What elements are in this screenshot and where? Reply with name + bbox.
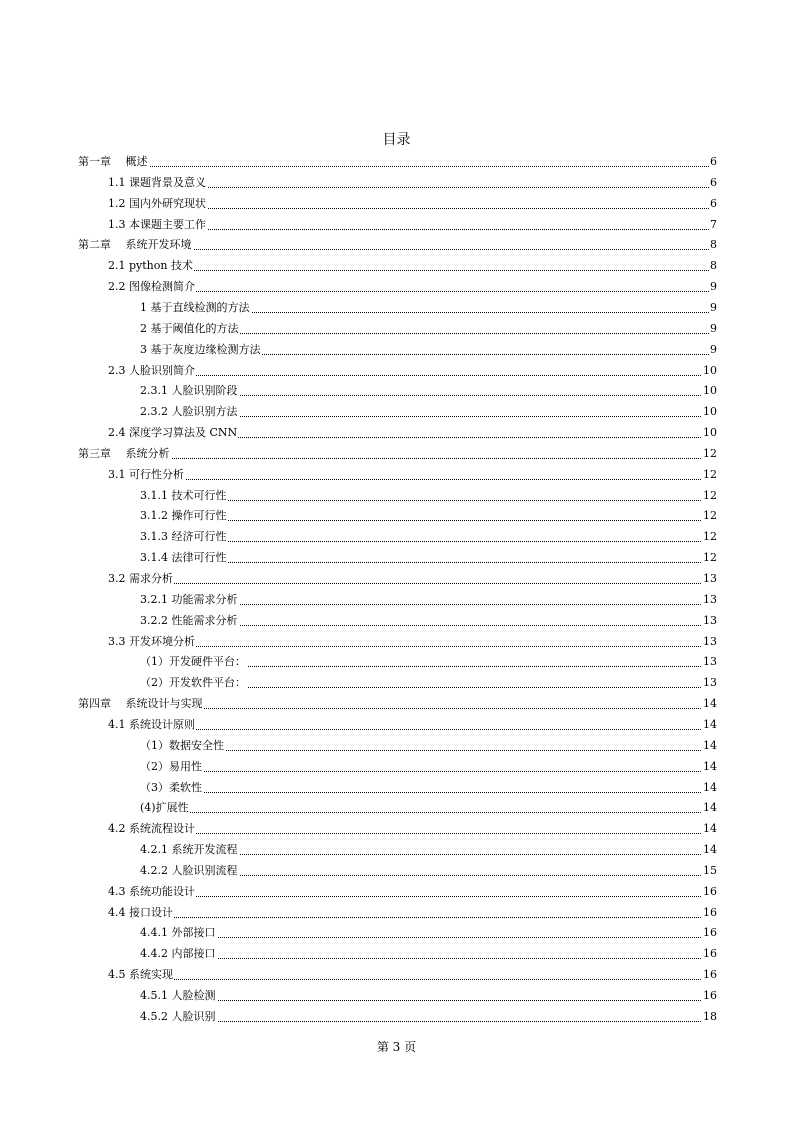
- toc-dot-leader: [140, 958, 709, 959]
- toc-entry-page: 14: [702, 798, 717, 818]
- toc-entry[interactable]: [0, 798, 793, 819]
- toc-entry-page: 12: [702, 548, 717, 568]
- toc-entry[interactable]: [0, 194, 793, 215]
- toc-entry-title: 3.1.1 技术可行性: [140, 486, 228, 506]
- toc-dot-leader: [140, 750, 709, 751]
- toc-entry[interactable]: [0, 1007, 793, 1028]
- toc-entry-title: 4.4.1 外部接口: [140, 923, 217, 943]
- toc-entry-title: 第四章 系统设计与实现: [78, 694, 204, 714]
- toc-entry-title: 4.5.1 人脸检测: [140, 986, 217, 1006]
- toc-entry-title: 3.2.2 性能需求分析: [140, 611, 239, 631]
- toc-entry-title: 3.2.1 功能需求分析: [140, 590, 239, 610]
- toc-dot-leader: [140, 771, 709, 772]
- toc-entry-page: 14: [702, 736, 717, 756]
- toc-entry-title: 3.2 需求分析: [108, 569, 174, 589]
- toc-entry-title: 4.2.1 系统开发流程: [140, 840, 239, 860]
- toc-entry[interactable]: [0, 778, 793, 799]
- toc-entry-title: （1）数据安全性: [140, 736, 225, 756]
- toc-entry-title: 3.1 可行性分析: [108, 465, 185, 485]
- toc-entry-page: 10: [702, 402, 717, 422]
- toc-entry[interactable]: [0, 903, 793, 924]
- toc-entry-page: 14: [702, 819, 717, 839]
- toc-entry-page: 13: [702, 673, 717, 693]
- toc-entry-page: 12: [702, 506, 717, 526]
- toc-title: 目录: [382, 132, 411, 148]
- toc-entry-title: 1.3 本课题主要工作: [108, 215, 207, 235]
- toc-entry[interactable]: [0, 632, 793, 653]
- toc-entry-title: 4.5 系统实现: [108, 965, 174, 985]
- toc-dot-leader: [108, 479, 709, 480]
- toc-entry-page: 16: [702, 923, 717, 943]
- toc-entry[interactable]: [0, 673, 793, 694]
- toc-entry[interactable]: [0, 340, 793, 361]
- toc-entry[interactable]: [0, 548, 793, 569]
- toc-entry-title: 3.1.4 法律可行性: [140, 548, 228, 568]
- toc-entry-title: 2.4 深度学习算法及 CNN: [108, 423, 238, 443]
- toc-entry-page: 7: [709, 215, 717, 235]
- toc-entry[interactable]: [0, 256, 793, 277]
- toc-entry[interactable]: [0, 215, 793, 236]
- toc-entry-page: 18: [702, 1007, 717, 1027]
- toc-entry-page: 15: [702, 861, 717, 881]
- toc-entry-page: 14: [702, 840, 717, 860]
- toc-entry[interactable]: [0, 506, 793, 527]
- toc-entry-page: 8: [709, 256, 717, 276]
- toc-entry-title: 1.2 国内外研究现状: [108, 194, 207, 214]
- toc-entry-title: 2.2 图像检测简介: [108, 277, 196, 297]
- toc-entry[interactable]: [0, 923, 793, 944]
- toc-entry[interactable]: [0, 944, 793, 965]
- toc-entry[interactable]: [0, 486, 793, 507]
- toc-dot-leader: [140, 792, 709, 793]
- toc-entry[interactable]: [0, 715, 793, 736]
- toc-entry-title: 4.3 系统功能设计: [108, 882, 196, 902]
- toc-entry-title: （3）柔软性: [140, 778, 203, 798]
- toc-dot-leader: [140, 1021, 709, 1022]
- toc-entry-title: 4.5.2 人脸识别: [140, 1007, 217, 1027]
- toc-entry-title: 4.4.2 内部接口: [140, 944, 217, 964]
- toc-entry[interactable]: [0, 819, 793, 840]
- toc-entry-page: 13: [702, 632, 717, 652]
- toc-entry[interactable]: [0, 465, 793, 486]
- toc-entry-title: 2.3.2 人脸识别方法: [140, 402, 239, 422]
- toc-entry-page: 13: [702, 590, 717, 610]
- toc-entry-page: 13: [702, 652, 717, 672]
- toc-entry-title: （2）易用性: [140, 757, 203, 777]
- toc-entry[interactable]: [0, 423, 793, 444]
- toc-entry-page: 16: [702, 965, 717, 985]
- toc-entry-page: 6: [709, 152, 717, 172]
- toc-entry[interactable]: [0, 694, 793, 715]
- toc-entry[interactable]: [0, 882, 793, 903]
- toc-entry-title: (4)扩展性: [140, 798, 190, 818]
- toc-entry-title: 4.2 系统流程设计: [108, 819, 196, 839]
- toc-entry[interactable]: [0, 444, 793, 465]
- toc-entry[interactable]: [0, 757, 793, 778]
- toc-entry[interactable]: [0, 569, 793, 590]
- toc-entry-page: 16: [702, 903, 717, 923]
- toc-entry-title: 3.3 开发环境分析: [108, 632, 196, 652]
- toc-dot-leader: [108, 270, 709, 271]
- toc-dot-leader: [108, 291, 709, 292]
- toc-entry-page: 13: [702, 569, 717, 589]
- toc-entry[interactable]: [0, 298, 793, 319]
- toc-entry-title: 第三章 系统分析: [78, 444, 171, 464]
- toc-entry-page: 13: [702, 611, 717, 631]
- toc-entry-page: 9: [709, 340, 717, 360]
- toc-entry-page: 8: [709, 235, 717, 255]
- toc-entry-title: 3 基于灰度边缘检测方法: [140, 340, 262, 360]
- toc-entry-page: 9: [709, 277, 717, 297]
- toc-entry-page: 9: [709, 319, 717, 339]
- toc-dot-leader: [108, 896, 709, 897]
- toc-entry[interactable]: [0, 235, 793, 256]
- toc-entry[interactable]: [0, 277, 793, 298]
- toc-entry-title: 第二章 系统开发环境: [78, 235, 193, 255]
- toc-entry[interactable]: [0, 965, 793, 986]
- toc-entry-page: 14: [702, 778, 717, 798]
- toc-entry-page: 16: [702, 986, 717, 1006]
- toc-entry-page: 6: [709, 173, 717, 193]
- toc-entry[interactable]: [0, 173, 793, 194]
- toc-entry-page: 12: [702, 444, 717, 464]
- toc-entry-title: 2.1 python 技术: [108, 256, 194, 276]
- toc-entry[interactable]: [0, 736, 793, 757]
- toc-dot-leader: [108, 375, 709, 376]
- toc-entry-title: 2.3 人脸识别简介: [108, 361, 196, 381]
- toc-entry-page: 14: [702, 757, 717, 777]
- toc-dot-leader: [108, 729, 709, 730]
- toc-dot-leader: [108, 583, 709, 584]
- toc-entry-page: 6: [709, 194, 717, 214]
- toc-entry[interactable]: [0, 840, 793, 861]
- toc-entry[interactable]: [0, 361, 793, 382]
- toc-entry[interactable]: [0, 861, 793, 882]
- toc-dot-leader: [108, 646, 709, 647]
- toc-entry[interactable]: [0, 986, 793, 1007]
- toc-entry[interactable]: [0, 590, 793, 611]
- toc-dot-leader: [108, 917, 709, 918]
- toc-dot-leader: [140, 812, 709, 813]
- toc-entry[interactable]: [0, 381, 793, 402]
- toc-dot-leader: [108, 979, 709, 980]
- toc-dot-leader: [78, 458, 709, 459]
- toc-entry[interactable]: [0, 527, 793, 548]
- toc-entry[interactable]: [0, 319, 793, 340]
- toc-dot-leader: [108, 833, 709, 834]
- toc-entry-title: 2.3.1 人脸识别阶段: [140, 381, 239, 401]
- toc-entry-page: 16: [702, 882, 717, 902]
- page-footer: 第 3 页: [376, 1040, 417, 1054]
- toc-entry-title: 2 基于阈值化的方法: [140, 319, 240, 339]
- toc-dot-leader: [78, 166, 709, 167]
- toc-entry[interactable]: [0, 652, 793, 673]
- toc-entry-page: 9: [709, 298, 717, 318]
- toc-entry-page: 10: [702, 361, 717, 381]
- toc-entry-title: 3.1.3 经济可行性: [140, 527, 228, 547]
- toc-entry-title: 1.1 课题背景及意义: [108, 173, 207, 193]
- toc-entry-page: 14: [702, 694, 717, 714]
- toc-dot-leader: [140, 1000, 709, 1001]
- toc-entry-page: 12: [702, 465, 717, 485]
- toc-entry-title: （2）开发软件平台：: [140, 673, 247, 693]
- toc-entry-title: 第一章 概述: [78, 152, 149, 172]
- toc-entry-title: 3.1.2 操作可行性: [140, 506, 228, 526]
- toc-entry-page: 10: [702, 381, 717, 401]
- toc-entry-page: 16: [702, 944, 717, 964]
- toc-entry-title: 4.4 接口设计: [108, 903, 174, 923]
- toc-entry[interactable]: [0, 152, 793, 173]
- toc-dot-leader: [140, 937, 709, 938]
- toc-entry-page: 14: [702, 715, 717, 735]
- toc-entry-title: 1 基于直线检测的方法: [140, 298, 251, 318]
- toc-entry-title: 4.1 系统设计原则: [108, 715, 196, 735]
- toc-entry-title: 4.2.2 人脸识别流程: [140, 861, 239, 881]
- toc-entry-page: 10: [702, 423, 717, 443]
- toc-entry-page: 12: [702, 527, 717, 547]
- toc-entry-page: 12: [702, 486, 717, 506]
- toc-entry[interactable]: [0, 402, 793, 423]
- toc-entry-title: （1）开发硬件平台：: [140, 652, 247, 672]
- toc-entry[interactable]: [0, 611, 793, 632]
